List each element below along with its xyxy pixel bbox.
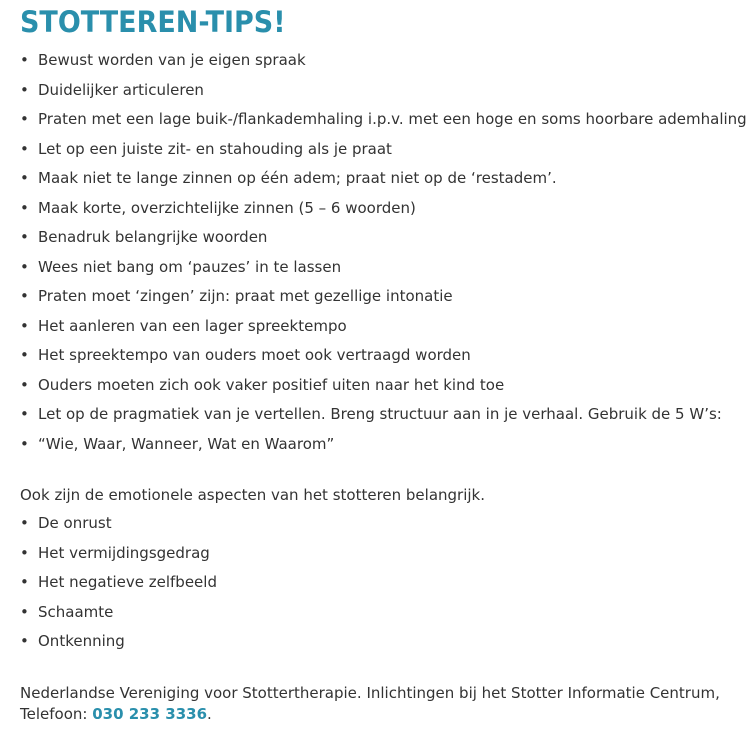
bullet-icon: • — [20, 139, 29, 158]
list-item — [20, 316, 747, 346]
bullet-icon: • — [20, 198, 29, 217]
list-item-text: Benadruk belangrijke woorden — [38, 228, 268, 246]
list-item — [20, 286, 747, 316]
list-item-text: Wees niet bang om ‘pauzes’ in te lassen — [38, 257, 342, 276]
bullet-icon: • — [20, 316, 29, 335]
bullet-icon: • — [20, 632, 29, 650]
list-item-text: Het aanleren van een lager spreektempo — [38, 316, 347, 335]
bullet-icon: • — [20, 375, 29, 394]
list-item-text: De onrust — [38, 514, 112, 532]
list-item — [20, 602, 217, 632]
bullet-icon: • — [20, 543, 29, 562]
footer-line: Nederlandse Vereniging voor Stottertherapie. Inlichtingen bij het Stotter Informatie Centrum, — [20, 684, 720, 702]
footer-contact — [20, 683, 720, 725]
tips-list — [20, 50, 747, 463]
list-item-text: Schaamte — [38, 602, 114, 621]
list-item — [20, 50, 747, 80]
phone-label: Telefoon: — [20, 705, 93, 723]
list-item — [20, 434, 747, 464]
list-item — [20, 513, 217, 543]
list-item-text: Maak korte, overzichtelijke zinnen (5 – 6 woorden) — [38, 198, 416, 217]
emotional-intro: Ook zijn de emotionele aspecten van het stotteren belangrijk. — [20, 486, 485, 504]
bullet-icon: • — [20, 228, 29, 246]
list-item — [20, 227, 747, 257]
list-item-text: Het negatieve zelfbeeld — [38, 573, 217, 591]
bullet-icon: • — [20, 573, 29, 591]
bullet-icon: • — [20, 287, 29, 305]
bullet-icon: • — [20, 110, 29, 128]
footer-end: . — [207, 705, 212, 723]
list-item — [20, 631, 217, 661]
bullet-icon: • — [20, 405, 29, 423]
list-item-text: Let op een juiste zit- en stahouding als je praat — [38, 139, 392, 158]
list-item — [20, 168, 747, 198]
list-item-text: Praten met een lage buik-/flankademhaling i.p.v. met een hoge en soms hoorbare ademhaling — [38, 110, 747, 128]
bullet-icon: • — [20, 434, 29, 453]
bullet-icon: • — [20, 257, 29, 276]
list-item-text: Maak niet te lange zinnen op één adem; praat niet op de ‘restadem’. — [38, 169, 557, 187]
list-item-text: Praten moet ‘zingen’ zijn: praat met gezellige intonatie — [38, 287, 453, 305]
bullet-icon: • — [20, 346, 29, 364]
list-item — [20, 257, 747, 287]
list-item — [20, 80, 747, 110]
list-item — [20, 109, 747, 139]
bullet-icon: • — [20, 80, 29, 99]
list-item — [20, 345, 747, 375]
emotional-aspects-list — [20, 513, 217, 661]
list-item-text: Duidelijker articuleren — [38, 80, 204, 99]
bullet-icon: • — [20, 602, 29, 621]
bullet-icon: • — [20, 514, 29, 532]
list-item-text: Ouders moeten zich ook vaker positief uiten naar het kind toe — [38, 375, 505, 394]
page-title: STOTTEREN-TIPS! — [20, 5, 286, 39]
list-item — [20, 375, 747, 405]
list-item — [20, 572, 217, 602]
list-item-text: Bewust worden van je eigen spraak — [38, 51, 306, 69]
list-item — [20, 404, 747, 434]
list-item-text: “Wie, Waar, Wanneer, Wat en Waarom” — [38, 434, 335, 453]
phone-link[interactable]: 030 233 3336 — [92, 705, 208, 723]
list-item — [20, 198, 747, 228]
bullet-icon: • — [20, 51, 29, 69]
list-item — [20, 139, 747, 169]
list-item-text: Het vermijdingsgedrag — [38, 543, 210, 562]
list-item-text: Ontkenning — [38, 632, 125, 650]
list-item-text: Het spreektempo van ouders moet ook vertraagd worden — [38, 346, 471, 364]
list-item-text: Let op de pragmatiek van je vertellen. Breng structuur aan in je verhaal. Gebruik de 5 W’s: — [38, 405, 722, 423]
list-item — [20, 543, 217, 573]
bullet-icon: • — [20, 169, 29, 187]
